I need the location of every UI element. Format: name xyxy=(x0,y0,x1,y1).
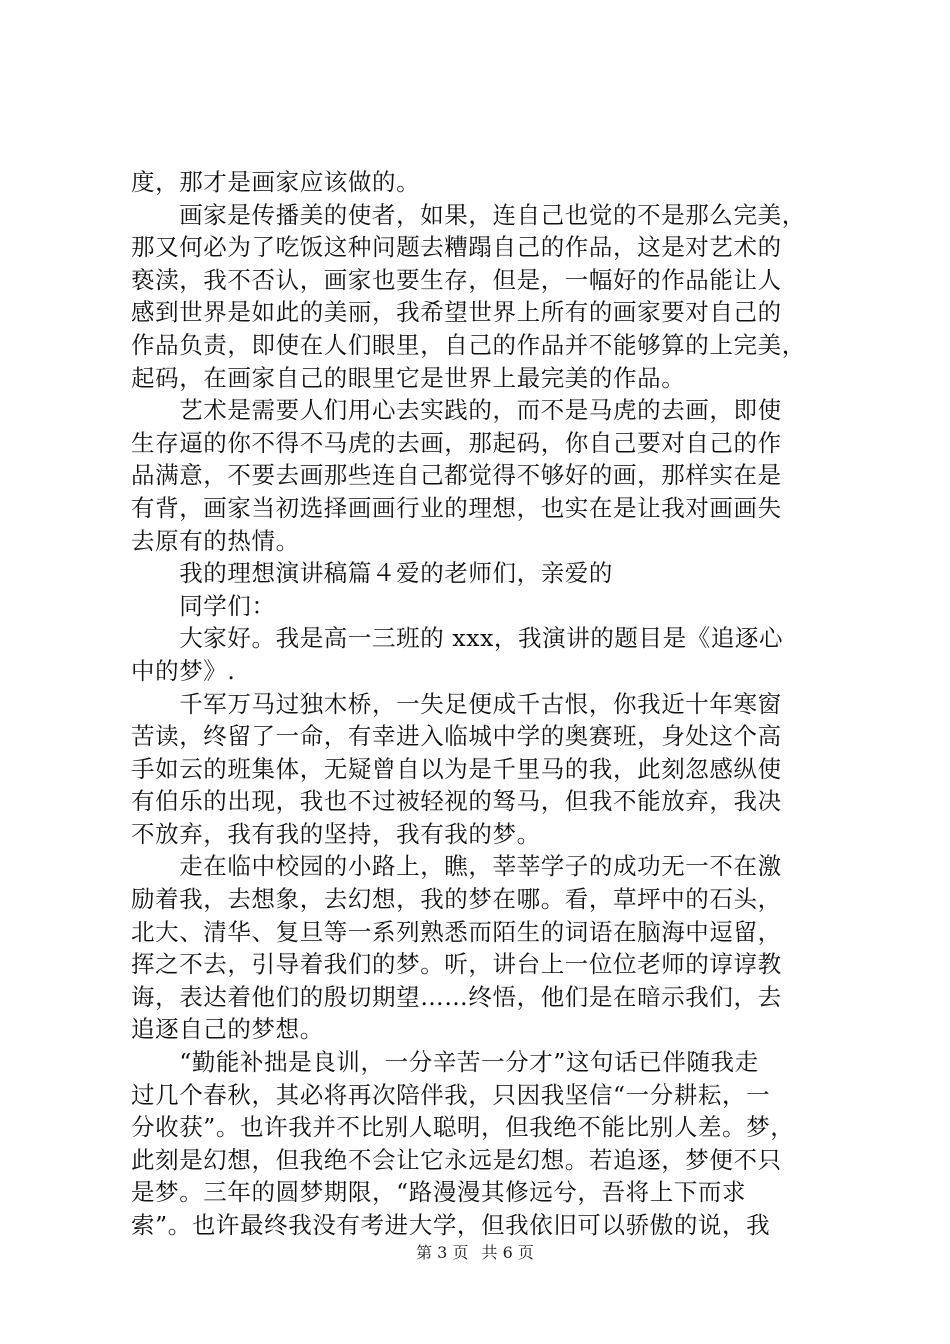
text-line: 那又何必为了吃饭这种问题去糟蹋自己的作品，这是对艺术的 xyxy=(131,233,782,262)
text-line: 有背，画家当初选择画画行业的理想，也实在是让我对画画失 xyxy=(131,493,782,522)
text-line: 度，那才是画家应该做的。 xyxy=(131,168,421,196)
text-line: 画家是传播美的使者，如果，连自己也觉的不是那么完美， xyxy=(131,200,806,229)
text-line: 过几个春秋，其必将再次陪伴我，只因我坚信“一分耕耘，一 xyxy=(131,1080,771,1109)
page-number: 第 3 页 xyxy=(416,1243,469,1262)
text-line: 挥之不去，引导着我们的梦。听，讲台上一位位老师的谆谆教 xyxy=(131,950,782,979)
text-line: 有伯乐的出现，我也不过被轻视的驽马，但我不能放弃，我决 xyxy=(131,787,782,816)
text-line: 手如云的班集体，无疑曾自以为是千里马的我，此刻忽感纵使 xyxy=(131,754,782,783)
text-line: 走在临中校园的小路上，瞧，莘莘学子的成功无一不在激 xyxy=(131,852,782,881)
text-line: 不放弃，我有我的坚持，我有我的梦。 xyxy=(131,819,541,848)
text-line: 起码，在画家自己的眼里它是世界上最完美的作品。 xyxy=(131,363,686,392)
text-line: 大家好。我是高一三班的 xxx，我演讲的题目是《追逐心 xyxy=(131,624,784,653)
text-line: 亵渎，我不否认，画家也要生存，但是，一幅好的作品能让人 xyxy=(131,265,782,294)
text-line: 作品负责，即使在人们眼里，自己的作品并不能够算的上完美， xyxy=(131,330,806,359)
text-line: 分收获”。也许我并不比别人聪明，但我绝不能比别人差。梦， xyxy=(131,1113,795,1142)
text-line: 千军万马过独木桥，一失足便成千古恨，你我近十年寒窗 xyxy=(131,689,782,718)
text-line: 品满意，不要去画那些连自己都觉得不够好的画，那样实在是 xyxy=(131,461,782,490)
text-line: 诲，表达着他们的殷切期望……终悟，他们是在暗示我们，去 xyxy=(131,982,782,1011)
text-line: 追逐自己的梦想。 xyxy=(131,1015,324,1044)
text-line: 索”。也许最终我没有考进大学，但我依旧可以骄傲的说，我 xyxy=(131,1211,771,1239)
text-line: 去原有的热情。 xyxy=(131,526,300,555)
text-line: 此刻是幻想，但我绝不会让它永远是幻想。若追逐，梦便不只 xyxy=(131,1145,782,1174)
text-line: 中的梦》. xyxy=(131,656,236,685)
text-line: 同学们： xyxy=(131,591,276,620)
text-line: 北大、清华、复旦等一系列熟悉而陌生的词语在脑海中逗留， xyxy=(131,917,782,946)
text-line: 艺术是需要人们用心去实践的，而不是马虎的去画，即使 xyxy=(131,396,782,425)
page-total: 共 6 页 xyxy=(481,1243,534,1262)
text-line: 是梦。三年的圆梦期限，“路漫漫其修远兮，吾将上下而求 xyxy=(131,1178,747,1207)
text-line: 生存逼的你不得不马虎的去画，那起码，你自己要对自己的作 xyxy=(131,428,782,457)
text-line: 感到世界是如此的美丽，我希望世界上所有的画家要对自己的 xyxy=(131,298,782,327)
text-line: 我的理想演讲稿篇４爱的老师们，亲爱的 xyxy=(131,559,613,588)
text-line: 苦读，终留了一命，有幸进入临城中学的奥赛班，身处这个高 xyxy=(131,722,782,751)
document-body xyxy=(131,166,831,1242)
page-footer xyxy=(0,1240,950,1263)
text-line: “勤能补拙是良训，一分辛苦一分才”这句话已伴随我走 xyxy=(131,1048,759,1077)
text-line: 励着我，去想象，去幻想，我的梦在哪。看，草坪中的石头， xyxy=(131,885,782,914)
